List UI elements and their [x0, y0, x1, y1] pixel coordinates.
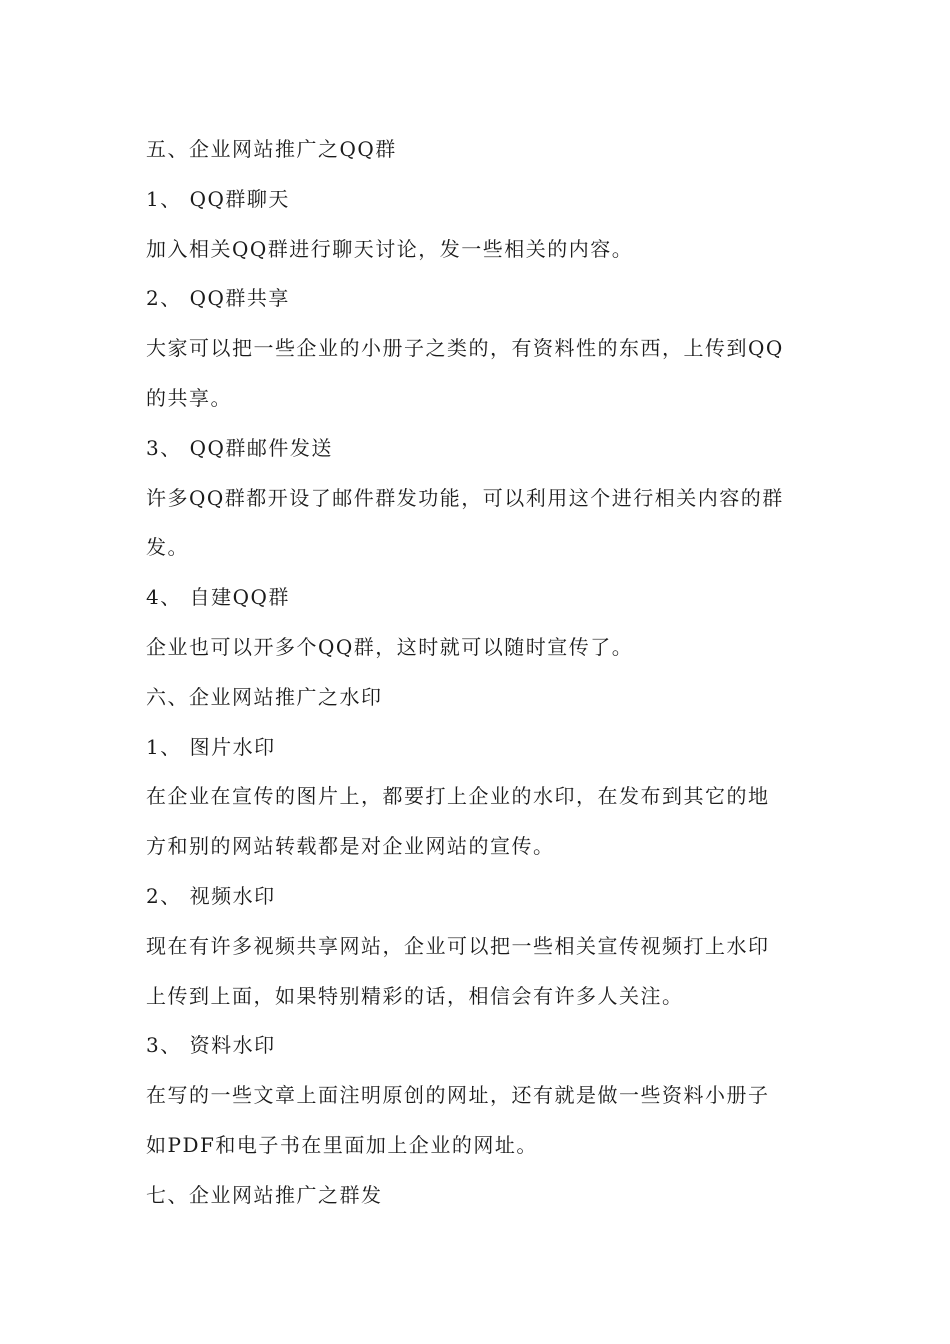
- paragraph-line: 上传到上面，如果特别精彩的话，相信会有许多人关注。: [146, 983, 684, 1008]
- paragraph-line: 发。: [146, 535, 189, 560]
- item-heading-qq-chat: 1、 QQ群聊天: [146, 186, 290, 211]
- paragraph-line: 在企业在宣传的图片上，都要打上企业的水印，在发布到其它的地: [146, 784, 770, 809]
- item-heading-qq-share: 2、 QQ群共享: [146, 286, 290, 311]
- item-heading-document-watermark: 3、 资料水印: [146, 1033, 276, 1058]
- section-heading-mass-sending: 七、企业网站推广之群发: [146, 1182, 383, 1207]
- section-heading-watermark: 六、企业网站推广之水印: [146, 684, 383, 709]
- paragraph-line: 的共享。: [146, 385, 232, 410]
- paragraph-line: 方和别的网站转载都是对企业网站的宣传。: [146, 834, 555, 859]
- paragraph-line: 现在有许多视频共享网站，企业可以把一些相关宣传视频打上水印: [146, 933, 770, 958]
- paragraph-line: 许多QQ群都开设了邮件群发功能，可以利用这个进行相关内容的群: [146, 485, 784, 510]
- item-heading-qq-email: 3、 QQ群邮件发送: [146, 435, 333, 460]
- item-heading-own-qq-group: 4、 自建QQ群: [146, 585, 290, 610]
- document-body: [146, 125, 806, 1221]
- paragraph-line: 企业也可以开多个QQ群，这时就可以随时宣传了。: [146, 634, 634, 659]
- paragraph-line: 加入相关QQ群进行聊天讨论，发一些相关的内容。: [146, 236, 634, 261]
- item-heading-image-watermark: 1、 图片水印: [146, 734, 276, 759]
- paragraph-line: 如PDF和电子书在里面加上企业的网址。: [146, 1132, 538, 1157]
- item-heading-video-watermark: 2、 视频水印: [146, 883, 276, 908]
- section-heading-qq-groups: 五、企业网站推广之QQ群: [146, 137, 397, 161]
- paragraph-line: 在写的一些文章上面注明原创的网址，还有就是做一些资料小册子: [146, 1083, 770, 1108]
- paragraph-line: 大家可以把一些企业的小册子之类的，有资料性的东西，上传到QQ: [146, 336, 784, 361]
